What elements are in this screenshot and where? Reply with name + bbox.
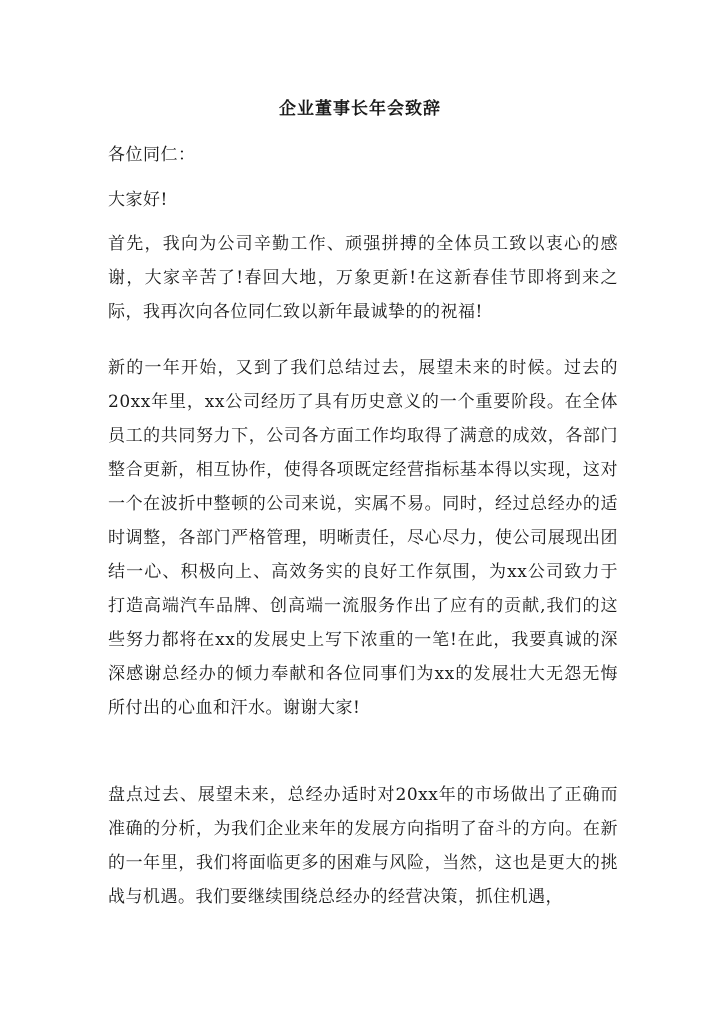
- salutation: [108, 138, 618, 172]
- greeting: [108, 183, 618, 217]
- paragraph-thanks: [108, 227, 618, 329]
- greeting-text: 大家好!: [108, 190, 168, 210]
- paragraph-text: 盘点过去、展望未来，总经办适时对20xx年的市场做出了正确而准确的分析，为我们企业来年的发展方向指明了奋斗的方向。在新的一年里，我们将面临更多的困难与风险，当然，这也是更大的挑战与机遇。我们要继续围绕总经办的经营决策，抓住机遇，: [108, 785, 618, 907]
- paragraph-outlook: [108, 778, 618, 914]
- document-title: 企业董事长年会致辞: [279, 99, 441, 119]
- paragraph-text: 新的一年开始，又到了我们总结过去，展望未来的时候。过去的20xx年里，xx公司经历了具有历史意义的一个重要阶段。在全体员工的共同努力下，公司各方面工作均取得了满意的成效，各部门整合更新，相互协作，使得各项既定经营指标基本得以实现，这对一个在波折中整顿的公司来说，实属不易。同时，经过总经办的适时调整，各部门严格管理，明晰责任，尽心尽力，使公司展现出团结一心、积极向上、高效务实的良好工作氛围，为xx公司致力于打造高端汽车品牌、创高端一流服务作出了应有的贡献,我们的这些努力都将在xx的发展史上写下浓重的一笔!在此，我要真诚的深深感谢总经办的倾力奉献和各位同事们为xx的发展壮大无怨无悔所付出的心血和汗水。谢谢大家!: [108, 358, 618, 718]
- salutation-text: 各位同仁：: [108, 145, 196, 165]
- paragraph-review: [108, 351, 618, 725]
- paragraph-text: 首先，我向为公司辛勤工作、顽强拼搏的全体员工致以衷心的感谢，大家辛苦了!春回大地，万象更新!在这新春佳节即将到来之际，我再次向各位同仁致以新年最诚挚的的祝福!: [108, 234, 618, 322]
